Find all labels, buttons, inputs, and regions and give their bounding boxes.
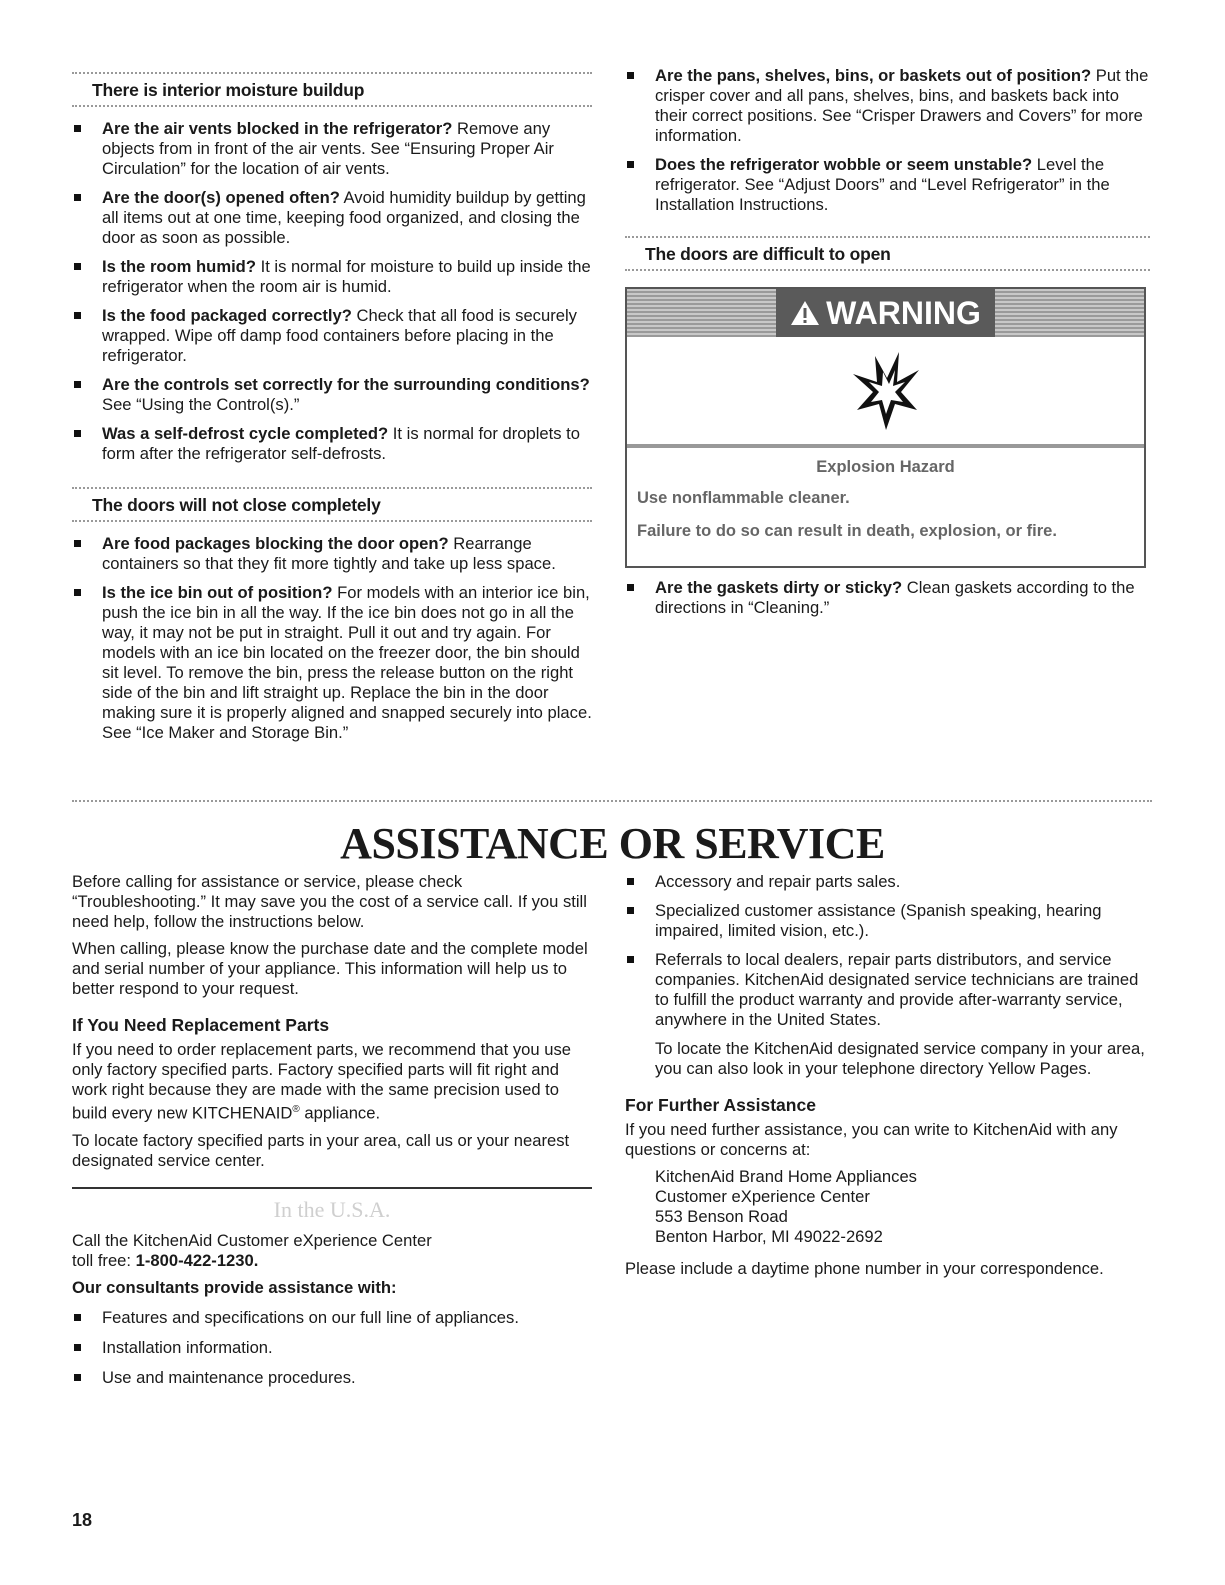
locate-paragraph: To locate the KitchenAid designated service company in your area, you can also look in your telephone directory Yellow Pages.: [655, 1039, 1145, 1078]
locate-parts-paragraph: To locate factory specified parts in your area, call us or your nearest designated service center.: [72, 1130, 570, 1170]
list-item: Does the refrigerator wobble or seem unstable? Level the refrigerator. See “Adjust Doors” and “Level Refrigerator” in the Installation Instructions.: [625, 155, 1150, 215]
section-divider: [72, 800, 1152, 802]
hazard-title: Explosion Hazard: [816, 458, 955, 476]
list-item: Features and specifications on our full line of appliances.: [72, 1308, 592, 1328]
list-item: Are food packages blocking the door open? Rearrange containers so that they fit more tightly and take up less space.: [72, 534, 592, 574]
replacement-parts-heading: If You Need Replacement Parts: [72, 1015, 330, 1035]
toll-free-line: toll free: 1-800-422-1230.: [72, 1250, 259, 1270]
warning-label: WARNING: [776, 289, 995, 337]
section-heading-moisture: There is interior moisture buildup: [72, 72, 592, 107]
list-item: Are the air vents blocked in the refrigerator? Remove any objects from in front of the air vents. See “Ensuring Proper Air Circulation” for the location of air vents.: [72, 119, 592, 179]
list-item: Are the controls set correctly for the surrounding conditions? See “Using the Control(s).”: [72, 375, 592, 415]
section-heading-doors-close: The doors will not close completely: [72, 487, 592, 522]
list-item: Are the pans, shelves, bins, or baskets out of position? Put the crisper cover and all pans, shelves, bins, and baskets back into their correct positions. See “Crisper Drawers and Covers” for more information.: [625, 66, 1150, 146]
section-heading-doors-open: The doors are difficult to open: [625, 236, 1150, 271]
left-top-column: [72, 72, 592, 752]
warning-box: [625, 287, 1146, 568]
list-item: Installation information.: [72, 1338, 592, 1358]
include-phone-paragraph: Please include a daytime phone number in your correspondence.: [625, 1259, 1104, 1278]
gasket-list: [625, 578, 1150, 618]
explosion-icon: [851, 352, 921, 430]
explosion-icon-area: [627, 337, 1144, 448]
list-item: Is the food packaged correctly? Check that all food is securely wrapped. Wipe off damp food containers before placing in the refrigerator.: [72, 306, 592, 366]
call-line: Call the KitchenAid Customer eXperience Center: [72, 1230, 432, 1250]
right-bottom-column: [625, 872, 1150, 1286]
list-item: Is the room humid? It is normal for moisture to build up inside the refrigerator when the room air is humid.: [72, 257, 592, 297]
list-item: Accessory and repair parts sales.: [625, 872, 1150, 892]
moisture-list: [72, 119, 592, 464]
calling-paragraph: When calling, please know the purchase date and the complete model and serial number of your appliance. This information will help us to better respond to your request.: [72, 939, 588, 998]
usa-heading: In the U.S.A.: [273, 1196, 391, 1222]
doors-close-list: [72, 534, 592, 743]
services-list: [625, 872, 1150, 1030]
list-item: Use and maintenance procedures.: [72, 1368, 592, 1388]
address-line: Customer eXperience Center: [655, 1187, 870, 1206]
address-line: KitchenAid Brand Home Appliances: [655, 1167, 917, 1186]
page-number: 18: [72, 1510, 93, 1530]
consultants-list: [72, 1308, 592, 1388]
address-block: [625, 1167, 1150, 1247]
warning-triangle-icon: [790, 300, 820, 326]
intro-paragraph: Before calling for assistance or service, please check “Troubleshooting.” It may save you the cost of a service call. If you still need help, follow the instructions below.: [72, 872, 587, 931]
position-list: [625, 66, 1150, 215]
consultants-heading: Our consultants provide assistance with:: [72, 1277, 397, 1297]
list-item: Are the door(s) opened often? Avoid humidity buildup by getting all items out at one time, keeping food organized, and closing the door as soon as possible.: [72, 188, 592, 248]
further-assistance-heading: For Further Assistance: [625, 1095, 816, 1115]
phone-number: 1-800-422-1230.: [135, 1250, 259, 1270]
right-top-column: [625, 66, 1150, 627]
list-item: Is the ice bin out of position? For models with an interior ice bin, push the ice bin in all the way. If the ice bin does not go in all the way, it may not be put in straight. Pull it out and try again. For models with an ice bin located on the freezer door, the bin should sit level. To remove the bin, press the release button on the right side of the bin and lift straight up. Replace the bin in the door making sure it is properly aligned and snapped securely into place. See “Ice Maker and Storage Bin.”: [72, 583, 592, 743]
list-item: Was a self-defrost cycle completed? It is normal for droplets to form after the refrigerator self-defrosts.: [72, 424, 592, 464]
warning-band: [627, 289, 1144, 337]
warning-line-2: Failure to do so can result in death, explosion, or fire.: [637, 522, 1057, 540]
warning-line-1: Use nonflammable cleaner.: [637, 489, 850, 507]
parts-paragraph: If you need to order replacement parts, we recommend that you use only factory specified parts. Factory specified parts will fit right and work right because they are made with the same precision used to build every new KITCHENAID® appliance.: [72, 1040, 572, 1123]
left-bottom-column: [72, 872, 592, 1398]
address-line: 553 Benson Road: [655, 1207, 788, 1226]
page-title: ASSISTANCE OR SERVICE: [340, 819, 885, 868]
address-line: Benton Harbor, MI 49022-2692: [655, 1227, 883, 1246]
divider: [72, 1187, 592, 1189]
list-item: Referrals to local dealers, repair parts distributors, and service companies. KitchenAid designated service technicians are trained to fulfill the product warranty and provide after-warranty service, anywhere in the United States.: [625, 950, 1150, 1030]
further-paragraph: If you need further assistance, you can write to KitchenAid with any questions or concerns at:: [625, 1120, 1118, 1159]
list-item: Are the gaskets dirty or sticky? Clean gaskets according to the directions in “Cleaning.”: [625, 578, 1150, 618]
list-item: Specialized customer assistance (Spanish speaking, hearing impaired, limited vision, etc.).: [625, 901, 1150, 941]
